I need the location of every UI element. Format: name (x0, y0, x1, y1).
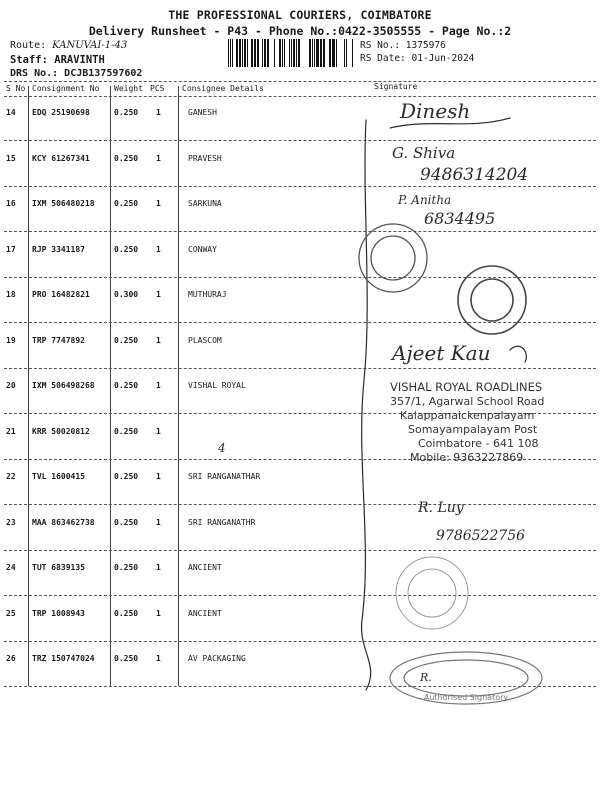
row-weight: 0.250 (114, 518, 139, 527)
svg-text:Somayampalayam Post: Somayampalayam Post (408, 423, 538, 436)
row-pcs: 1 (156, 290, 161, 299)
barcode-bar (251, 39, 253, 67)
row-consignee: ANCIENT (188, 563, 222, 572)
barcode-bar (314, 39, 315, 67)
row-divider (4, 322, 596, 323)
row-weight: 0.250 (114, 654, 139, 663)
barcode-bar (257, 39, 259, 67)
barcode-bar (274, 39, 275, 67)
barcode-bar (279, 39, 281, 67)
barcode-bar (264, 39, 266, 67)
column-divider (28, 86, 29, 686)
row-weight: 0.250 (114, 427, 139, 436)
top-divider (4, 81, 596, 82)
row-divider (4, 186, 596, 187)
row-consignment: IXM 506480218 (32, 199, 95, 208)
row-divider (4, 595, 596, 596)
row-divider (4, 550, 596, 551)
document-subtitle: Delivery Runsheet - P43 - Phone No.:0422-3505555 - Page No.:2 (88, 24, 512, 38)
barcode-bar (323, 39, 325, 67)
barcode-bar (267, 39, 269, 67)
rs-number: RS No.: 1375976 (360, 40, 446, 51)
barcode-bar (312, 39, 313, 67)
barcode-bar (262, 39, 263, 67)
barcode-bar (316, 39, 319, 67)
col-consignee: Consignee Details (182, 84, 264, 93)
round-stamp (359, 224, 427, 292)
barcode-bar (289, 39, 290, 67)
row-sno: 18 (6, 290, 16, 299)
barcode-bar (282, 39, 283, 67)
row-consignment: EDQ 25190698 (32, 108, 90, 117)
row-divider (4, 231, 596, 232)
handwritten-signature: G. Shiva (392, 144, 456, 162)
row-weight: 0.250 (114, 472, 139, 481)
row-weight: 0.300 (114, 290, 139, 299)
row-weight: 0.250 (114, 154, 139, 163)
barcode-bar (344, 39, 345, 67)
row-consignee: PRAVESH (188, 154, 222, 163)
row-consignee: MUTHURAJ (188, 290, 227, 299)
row-pcs: 1 (156, 108, 161, 117)
row-divider (4, 686, 596, 687)
row-weight: 0.250 (114, 108, 139, 117)
svg-text:Coimbatore - 641 108: Coimbatore - 641 108 (418, 437, 539, 450)
barcode-bar (230, 39, 231, 67)
barcode (228, 39, 354, 67)
row-pcs: 1 (156, 427, 161, 436)
row-weight: 0.250 (114, 199, 139, 208)
row-weight: 0.250 (114, 245, 139, 254)
company-stamp (390, 380, 544, 464)
row-sno: 22 (6, 472, 16, 481)
row-consignment: PRO 16482821 (32, 290, 90, 299)
route-label: Route: (10, 40, 47, 51)
row-weight: 0.250 (114, 381, 139, 390)
row-sno: 14 (6, 108, 16, 117)
row-consignee: SRI RANGANATHAR (188, 472, 261, 481)
barcode-bar (336, 39, 337, 67)
row-pcs: 1 (156, 199, 161, 208)
oval-stamp (390, 652, 542, 704)
drs-number: DRS No.: DCJB137597602 (10, 68, 143, 79)
route-line (10, 40, 127, 51)
row-consignee: PLASCOM (188, 336, 222, 345)
col-consignment: Consignment No (32, 84, 100, 93)
row-sno: 23 (6, 518, 16, 527)
row-sno: 24 (6, 563, 16, 572)
row-divider (4, 413, 596, 414)
row-sno: 19 (6, 336, 16, 345)
barcode-bar (239, 39, 241, 67)
row-consignee: GANESH (188, 108, 217, 117)
column-divider (110, 86, 111, 686)
pen-stroke (390, 118, 510, 128)
row-sno: 15 (6, 154, 16, 163)
barcode-bar (309, 39, 311, 67)
header-divider (4, 96, 596, 97)
row-pcs: 1 (156, 245, 161, 254)
row-sno: 17 (6, 245, 16, 254)
col-pcs: PCS (150, 84, 165, 93)
route-value: KANUVAI-1-43 (52, 40, 128, 51)
barcode-bar (298, 39, 300, 67)
handwritten-signature: R. Luy (418, 500, 464, 516)
handwritten-signature: Ajeet Kau (392, 341, 491, 365)
barcode-bar (232, 39, 233, 67)
row-consignment: KRR 50020812 (32, 427, 90, 436)
row-consignee: CONWAY (188, 245, 217, 254)
row-pcs: 1 (156, 336, 161, 345)
row-divider (4, 459, 596, 460)
svg-text:VISHAL ROYAL ROADLINES: VISHAL ROYAL ROADLINES (390, 380, 543, 394)
row-consignment: TUT 6839135 (32, 563, 85, 572)
barcode-bar (247, 39, 248, 67)
row-pcs: 1 (156, 154, 161, 163)
row-weight: 0.250 (114, 609, 139, 618)
round-stamp (396, 557, 468, 629)
handwritten-mark: 4 (218, 441, 226, 455)
svg-text:Kalappanaickenpalayam: Kalappanaickenpalayam (400, 409, 535, 422)
handwritten-signature: P. Anitha (398, 193, 452, 207)
barcode-bar (291, 39, 292, 67)
row-divider (4, 504, 596, 505)
row-pcs: 1 (156, 654, 161, 663)
column-divider (178, 86, 179, 686)
row-consignment: TRZ 150747024 (32, 654, 95, 663)
row-pcs: 1 (156, 472, 161, 481)
handwritten-phone: 6834495 (424, 209, 496, 228)
stamp-text: Authorised Signatory (423, 693, 509, 702)
row-consignment: TVL 1600415 (32, 472, 85, 481)
handwritten-phone: 9786522756 (436, 528, 526, 544)
row-pcs: 1 (156, 609, 161, 618)
barcode-bar (254, 39, 256, 67)
barcode-bar (236, 39, 238, 67)
row-sno: 25 (6, 609, 16, 618)
handwritten-signature: Dinesh (400, 99, 471, 123)
document-title: THE PROFESSIONAL COURIERS, COIMBATORE (168, 8, 432, 22)
pen-stroke (362, 120, 371, 690)
row-sno: 21 (6, 427, 16, 436)
row-consignment: IXM 506498268 (32, 381, 95, 390)
row-divider (4, 140, 596, 141)
row-consignment: MAA 863462738 (32, 518, 95, 527)
row-consignee: AV PACKAGING (188, 654, 246, 663)
pen-stroke (510, 346, 526, 362)
row-sno: 16 (6, 199, 16, 208)
handwritten-phone: 9486314204 (420, 165, 529, 185)
row-pcs: 1 (156, 563, 161, 572)
barcode-bar (284, 39, 285, 67)
row-consignee: VISHAL ROYAL (188, 381, 246, 390)
row-consignee: SRI RANGANATHR (188, 518, 256, 527)
barcode-bar (352, 39, 353, 67)
staff-line: Staff: ARAVINTH (10, 54, 105, 66)
barcode-bar (244, 39, 246, 67)
row-weight: 0.250 (114, 336, 139, 345)
col-sno: S No (6, 84, 26, 93)
svg-text:357/1, Agarwal School Road: 357/1, Agarwal School Road (390, 395, 545, 408)
col-weight: Weight (114, 84, 143, 93)
row-consignment: TRP 7747892 (32, 336, 85, 345)
svg-text:Mobile: 9363227869: Mobile: 9363227869 (410, 451, 524, 464)
row-pcs: 1 (156, 381, 161, 390)
row-divider (4, 277, 596, 278)
barcode-bar (346, 39, 347, 67)
row-divider (4, 368, 596, 369)
barcode-bar (293, 39, 295, 67)
barcode-bar (332, 39, 335, 67)
row-sno: 20 (6, 381, 16, 390)
barcode-bar (228, 39, 229, 67)
row-sno: 26 (6, 654, 16, 663)
row-weight: 0.250 (114, 563, 139, 572)
handwritten-signature: R. (420, 671, 432, 684)
barcode-bar (296, 39, 297, 67)
barcode-bar (242, 39, 243, 67)
rs-date: RS Date: 01-Jun-2024 (360, 53, 475, 64)
col-signature: Signature (374, 82, 418, 91)
barcode-bar (320, 39, 322, 67)
row-pcs: 1 (156, 518, 161, 527)
row-consignment: KCY 61267341 (32, 154, 90, 163)
row-consignment: RJP 3341187 (32, 245, 85, 254)
row-consignee: ANCIENT (188, 609, 222, 618)
row-consignee: SARKUNA (188, 199, 222, 208)
barcode-bar (329, 39, 331, 67)
row-divider (4, 641, 596, 642)
row-consignment: TRP 1008943 (32, 609, 85, 618)
